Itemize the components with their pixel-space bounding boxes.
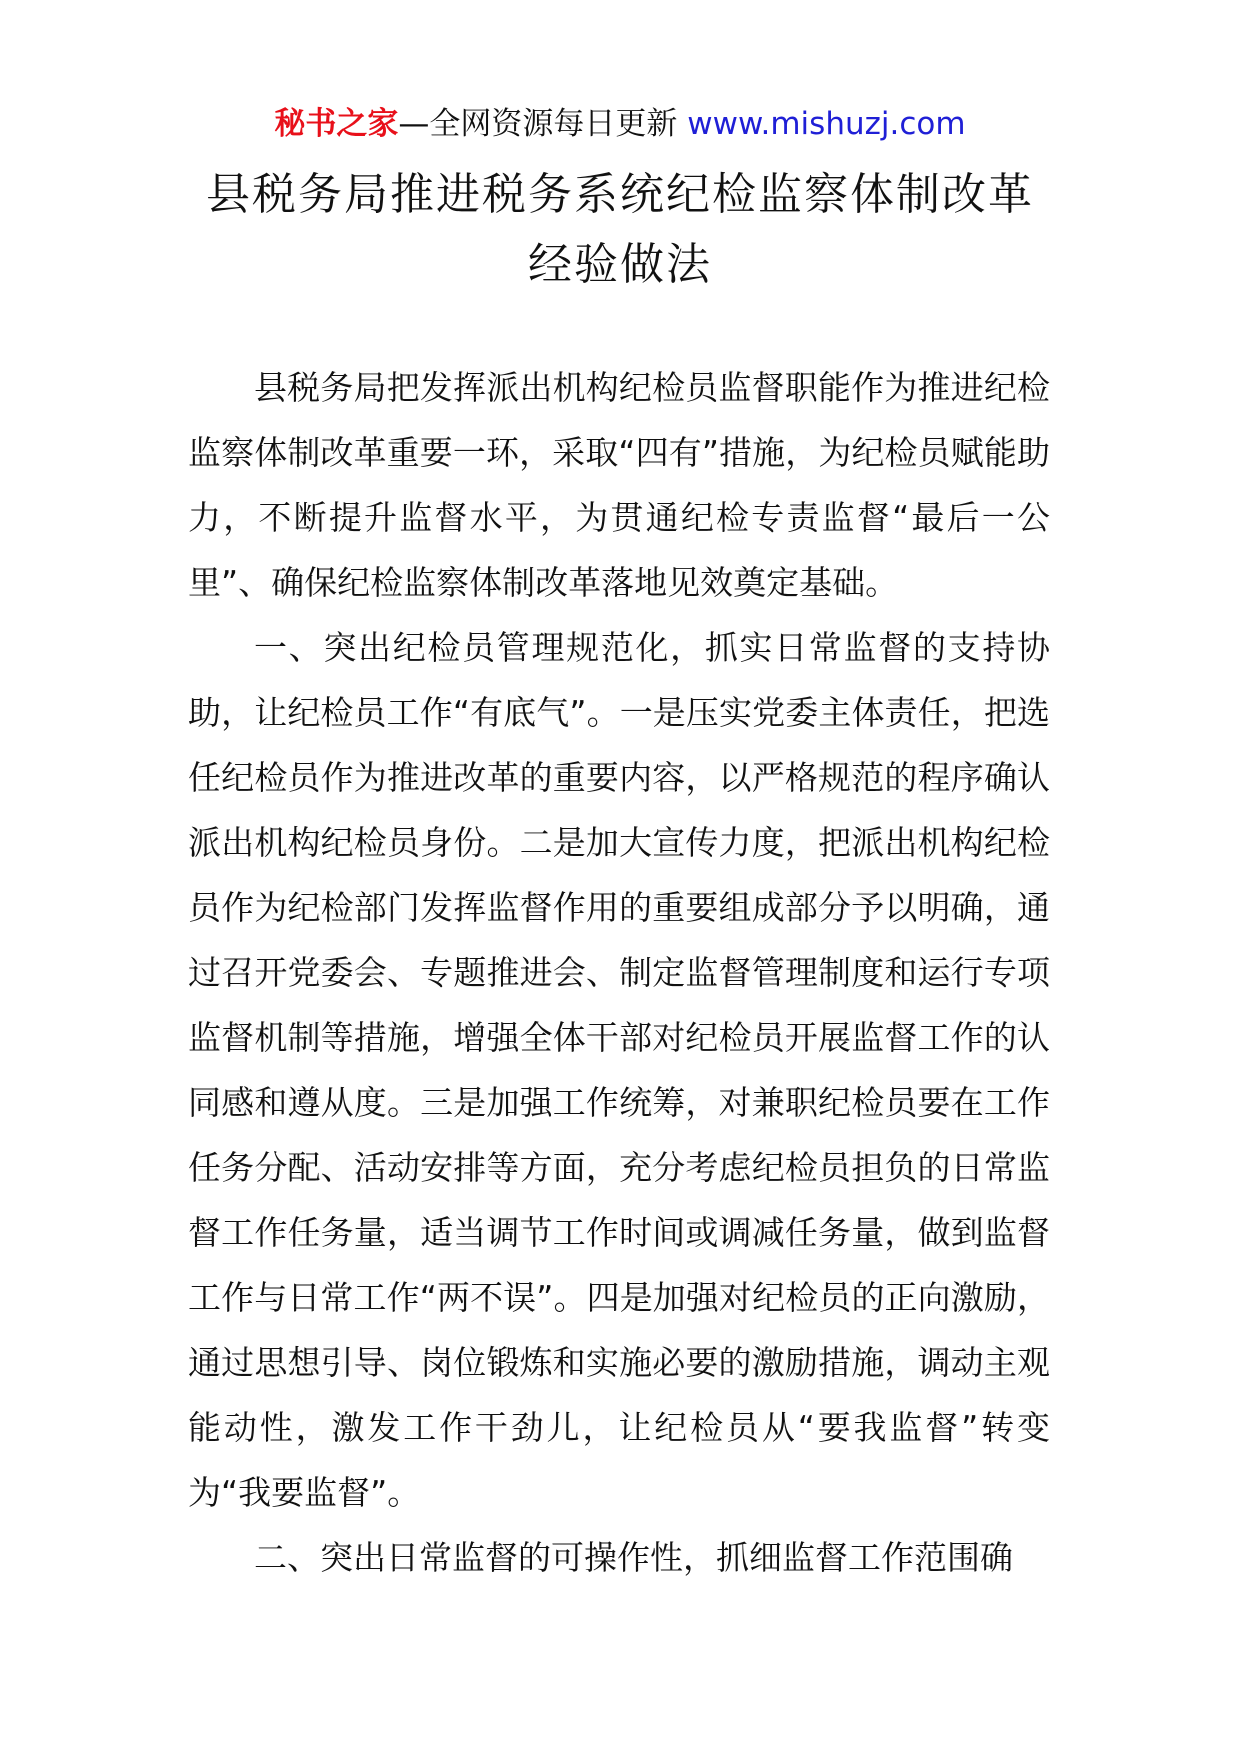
- banner-brand: 秘书之家: [274, 106, 399, 142]
- paragraph-intro: 县税务局把发挥派出机构纪检员监督职能作为推进纪检监察体制改革重要一环，采取“四有”措施，为纪检员赋能助力，不断提升监督水平，为贯通纪检专责监督“最后一公里”、确保纪检监察体制改革落地见效奠定基础。: [188, 368, 1050, 602]
- document-title: [150, 160, 1090, 300]
- document-body: [188, 355, 1050, 1590]
- title-line-2: 经验做法: [528, 239, 712, 290]
- banner-tagline: —全网资源每日更新: [398, 106, 678, 142]
- watermark-banner: [0, 102, 1240, 146]
- paragraph-section-2: 二、突出日常监督的可操作性，抓细监督工作范围确: [254, 1538, 1013, 1577]
- paragraph-section-1: 一、突出纪检员管理规范化，抓实日常监督的支持协助，让纪检员工作“有底气”。一是压实党委主体责任，把选任纪检员作为推进改革的重要内容，以严格规范的程序确认派出机构纪检员身份。二是加大宣传力度，把派出机构纪检员作为纪检部门发挥监督作用的重要组成部分予以明确，通过召开党委会、专题推进会、制定监督管理制度和运行专项监督机制等措施，增强全体干部对纪检员开展监督工作的认同感和遵从度。三是加强工作统筹，对兼职纪检员要在工作任务分配、活动安排等方面，充分考虑纪检员担负的日常监督工作任务量，适当调节工作时间或调减任务量，做到监督工作与日常工作“两不误”。四是加强对纪检员的正向激励，通过思想引导、岗位锻炼和实施必要的激励措施，调动主观能动性，激发工作干劲儿，让纪检员从“要我监督”转变为“我要监督”。: [188, 628, 1050, 1512]
- title-line-1: 县税务局推进税务系统纪检监察体制改革: [206, 169, 1034, 220]
- banner-url: www.mishuzj.com: [687, 106, 966, 142]
